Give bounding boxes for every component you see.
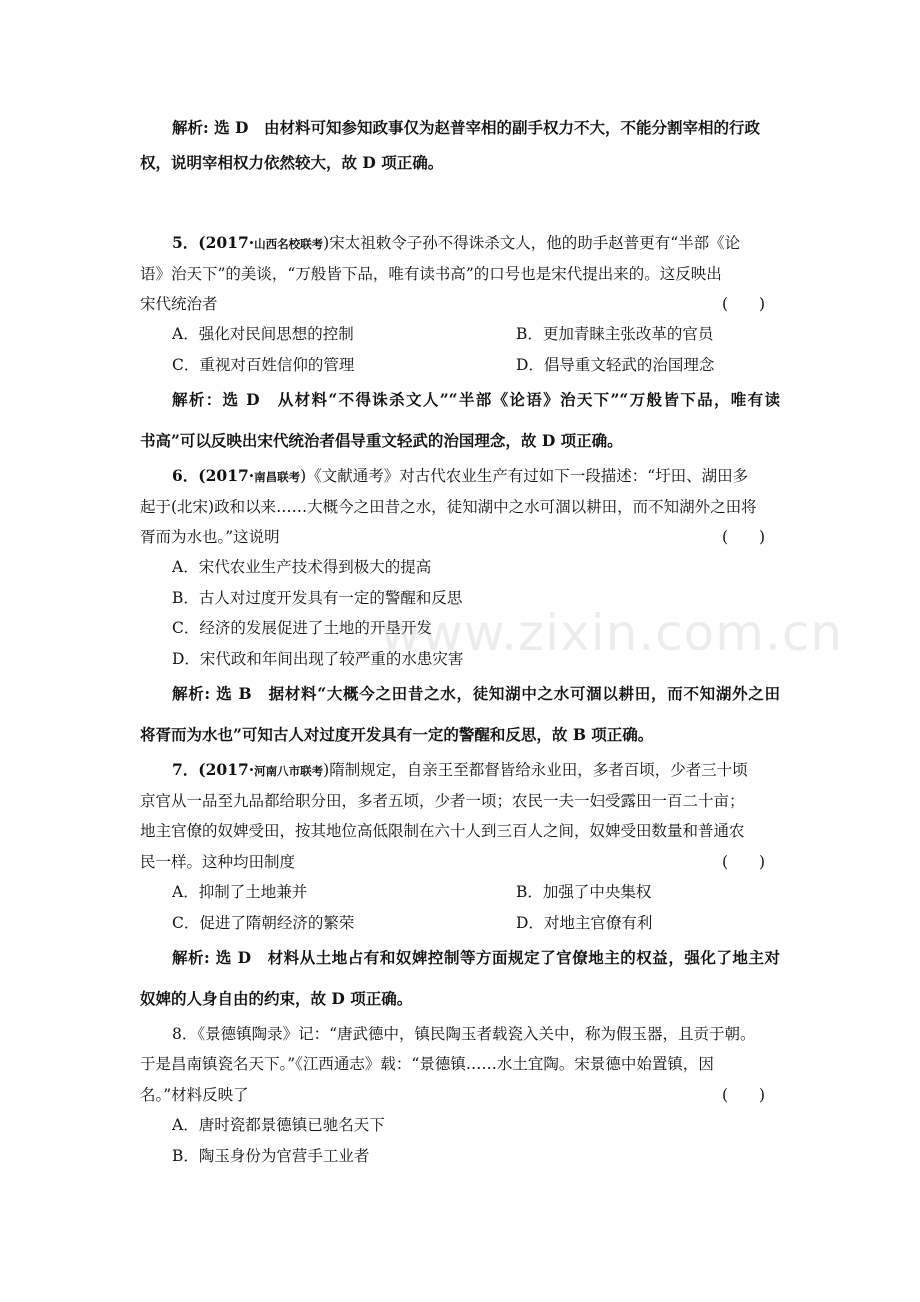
q7-stem-text: )隋制规定，自亲王至都督皆给永业田，多者百顷，少者三十顷 (323, 761, 748, 779)
q7-stem-line-2: 京官从一品至九品都给职分田，多者五顷，少者一顷；农民一夫一妇受露田一百二十亩； (140, 792, 745, 810)
q7-stem-line-1 (172, 760, 780, 781)
q5-stem-text: )宋太祖敕令子孙不得诛杀文人，他的助手赵普更有“半部《论 (323, 234, 741, 252)
q5-option-d: D．倡导重文轻武的治国理念 (516, 356, 715, 374)
q7-answer-blank: ( ) (722, 853, 766, 871)
q7-stem-line-3: 地主官僚的奴婢受田，按其地位高低限制在六十人到三百人之间，奴婢受田数量和普通农 (140, 822, 745, 840)
q6-stem-line-3: 胥而为水也。”这说明 (140, 528, 280, 546)
q7-option-d: D．对地主官僚有利 (516, 914, 653, 932)
q6-analysis-line-1: 解析: 选 B 据材料“大概今之田昔之水，徒知湖中之水可涸以耕田，而不知湖外之田 (172, 684, 780, 703)
q5-option-c: C．重视对百姓信仰的管理 (172, 356, 355, 374)
q7-option-a: A．抑制了土地兼并 (172, 883, 308, 901)
q5-stem-line-1 (172, 233, 780, 254)
q5-option-a: A．强化对民间思想的控制 (172, 325, 354, 343)
q7-option-b: B．加强了中央集权 (516, 883, 652, 901)
q6-source: 南昌联考 (254, 470, 301, 484)
q6-number: 6．(2017· (172, 466, 255, 485)
q6-answer-blank: ( ) (722, 528, 766, 546)
q7-analysis-line-1: 解析: 选 D 材料从土地占有和奴婢控制等方面规定了官僚地主的权益，强化了地主对 (172, 948, 780, 967)
q8-option-a: A．唐时瓷都景德镇已驰名天下 (172, 1116, 385, 1134)
q5-stem-line-2: 语》治天下”的美谈，“万般皆下品，唯有读书高”的口号也是宋代提出来的。这反映出 (140, 265, 722, 283)
q6-option-b: B．古人对过度开发具有一定的警醒和反思 (172, 589, 463, 607)
q8-stem-line-2: 于是昌南镇瓷名天下。”《江西通志》载：“景德镇……水土宜陶。宋景德中始置镇，因 (140, 1055, 714, 1073)
q5-analysis-line-2: 书高”可以反映出宋代统治者倡导重文轻武的治国理念，故 D 项正确。 (140, 431, 623, 450)
q5-number: 5．(2017· (172, 233, 255, 252)
q8-answer-blank: ( ) (722, 1086, 766, 1104)
q8-option-b: B．陶玉身份为官营手工业者 (172, 1147, 370, 1165)
q6-option-d: D．宋代政和年间出现了较严重的水患灾害 (172, 650, 464, 668)
watermark-text: www.zixin.com.cn (380, 604, 844, 662)
q6-option-c: C．经济的发展促进了土地的开垦开发 (172, 619, 432, 637)
q7-option-c: C．促进了隋朝经济的繁荣 (172, 914, 355, 932)
q8-stem-line-1: 8．《景德镇陶录》记：“唐武德中，镇民陶玉者载瓷入关中，称为假玉器，且贡于朝。 (172, 1025, 756, 1043)
q4-analysis-line-2: 权，说明宰相权力依然较大，故 D 项正确。 (140, 153, 444, 172)
q6-option-a: A．宋代农业生产技术得到极大的提高 (172, 558, 432, 576)
q6-stem-line-1 (172, 466, 780, 487)
q5-analysis-line-1: 解析：选 D 从材料“不得诛杀文人”“半部《论语》治天下”“万般皆下品，唯有读 (172, 390, 780, 409)
q4-analysis-line-1: 解析: 选 D 由材料可知参知政事仅为赵普宰相的副手权力不大，不能分割宰相的行政 (172, 118, 760, 137)
q7-source: 河南八市联考 (254, 764, 324, 778)
q7-stem-line-4: 民一样。这种均田制度 (140, 853, 296, 871)
q7-analysis-line-2: 奴婢的人身自由的约束，故 D 项正确。 (140, 989, 413, 1008)
q6-stem-line-2: 起于(北宋)政和以来……大概今之田昔之水，徒知湖中之水可涸以耕田，而不知湖外之田将 (140, 498, 757, 516)
q5-stem-line-3: 宋代统治者 (140, 295, 218, 313)
q7-number: 7．(2017· (172, 760, 255, 779)
q5-option-b: B．更加青睐主张改革的官员 (516, 325, 714, 343)
q5-answer-blank: ( ) (722, 295, 766, 313)
q6-analysis-line-2: 将胥而为水也”可知古人对过度开发具有一定的警醒和反思，故 B 项正确。 (140, 725, 654, 744)
q8-stem-line-3: 名。”材料反映了 (140, 1086, 249, 1104)
q5-source: 山西名校联考 (254, 237, 324, 251)
q6-stem-text: )《文献通考》对古代农业生产有过如下一段描述：“圩田、湖田多 (300, 467, 749, 485)
